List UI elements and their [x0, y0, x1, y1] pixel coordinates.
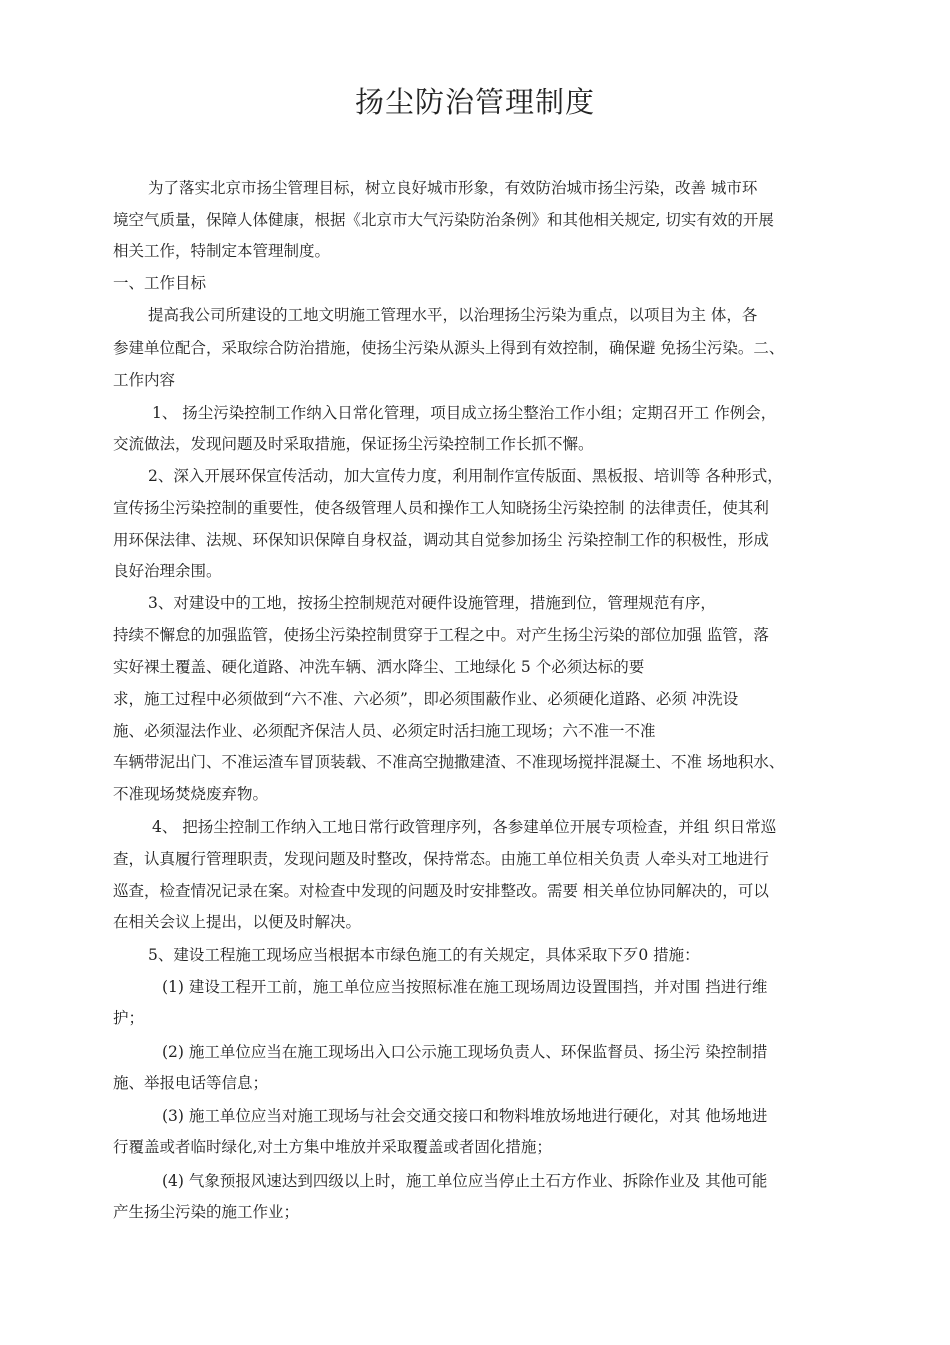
section-heading: 工作内容: [113, 371, 176, 389]
body-line: 提高我公司所建设的工地文明施工管理水平，以治理扬尘污染为重点，以项目为主 体，各: [148, 306, 758, 324]
body-line: 为了落实北京市扬尘管理目标，树立良好城市形象，有效防治城市扬尘污染，改善 城市环: [148, 179, 758, 197]
list-item: (4) 气象预报风速达到四级以上时，施工单位应当停止土石方作业、拆除作业及 其他可能: [162, 1172, 768, 1190]
body-line: 持续不懈怠的加强监管，使扬尘污染控制贯穿于工程之中。对产生扬尘污染的部位加强 监管，落: [113, 626, 769, 644]
list-item: 产生扬尘污染的施工作业；: [113, 1203, 300, 1221]
body-line: 实好裸土覆盖、硬化道路、冲洗车辆、洒水降尘、工地绿化 5 个必须达标的要: [113, 658, 645, 676]
body-line: 2、深入开展环保宣传活动，加大宣传力度，利用制作宣传版面、黑板报、培训等 各种形式，: [148, 467, 783, 485]
body-line: 交流做法，发现问题及时采取措施，保证扬尘污染控制工作长抓不懈。: [113, 435, 594, 453]
body-line: 巡查，检查情况记录在案。对检查中发现的问题及时安排整改。需要 相关单位协同解决的，可以: [113, 882, 769, 900]
body-line: 车辆带泥出门、不准运渣车冒顶装载、不准高空抛撒建渣、不准现场搅拌混凝土、不准 场地积水、: [113, 753, 785, 771]
body-line: 在相关会议上提出，以便及时解决。: [113, 913, 362, 931]
list-item: 护；: [113, 1009, 145, 1027]
body-line: 宣传扬尘污染控制的重要性，使各级管理人员和操作工人知晓扬尘污染控制 的法律责任，使其利: [113, 499, 769, 517]
list-item: (2) 施工单位应当在施工现场出入口公示施工现场负责人、环保监督员、扬尘污 染控制措: [162, 1043, 768, 1061]
list-item: 行覆盖或者临时绿化,对土方集中堆放并采取覆盖或者固化措施；: [113, 1138, 552, 1156]
body-line: 1、 扬尘污染控制工作纳入日常化管理，项目成立扬尘整治工作小组；定期召开工 作例会，: [152, 404, 777, 422]
body-line: 良好治理余围。: [113, 562, 222, 580]
body-line: 3、对建设中的工地，按扬尘控制规范对硬件设施管理，措施到位，管理规范有序，: [148, 594, 716, 612]
list-item: 施、举报电话等信息；: [113, 1074, 269, 1092]
body-line: 施、必须湿法作业、必须配齐保洁人员、必须定时活扫施工现场；六不准一不准: [113, 722, 656, 740]
body-line: 用环保法律、法规、环保知识保障自身权益，调动其自觉参加扬尘 污染控制工作的积极性，形成: [113, 531, 769, 549]
body-line: 查，认真履行管理职责，发现问题及时整改，保持常态。由施工单位相关负责 人牵头对工地进行: [113, 850, 769, 868]
body-line: 求，施工过程中必须做到“六不准、六必须”，即必须围蔽作业、必须硬化道路、必须 冲洗设: [113, 690, 739, 708]
body-line: 境空气质量，保障人体健康，根据《北京市大气污染防治条例》和其他相关规定, 切实有效的开展: [113, 211, 774, 229]
body-line: 5、建设工程施工现场应当根据本市绿色施工的有关规定，具体采取下歹0 措施：: [148, 946, 700, 964]
section-heading: 一、工作目标: [113, 274, 207, 292]
list-item: (3) 施工单位应当对施工现场与社会交通交接口和物料堆放场地进行硬化，对其 他场地进: [162, 1107, 768, 1125]
body-line: 相关工作，特制定本管理制度。: [113, 242, 331, 260]
body-line: 不准现场焚烧废弃物。: [113, 785, 269, 803]
list-item: (1) 建设工程开工前，施工单位应当按照标准在施工现场周边设置围挡，并对围 挡进行维: [162, 978, 768, 996]
body-line: 4、 把扬尘控制工作纳入工地日常行政管理序列，各参建单位开展专项检查，并组 织日常巡: [152, 818, 777, 836]
body-line: 参建单位配合，采取综合防治措施，使扬尘污染从源头上得到有效控制，确保避 免扬尘污染。二、: [113, 339, 785, 357]
document-title: 扬尘防治管理制度: [354, 85, 595, 119]
